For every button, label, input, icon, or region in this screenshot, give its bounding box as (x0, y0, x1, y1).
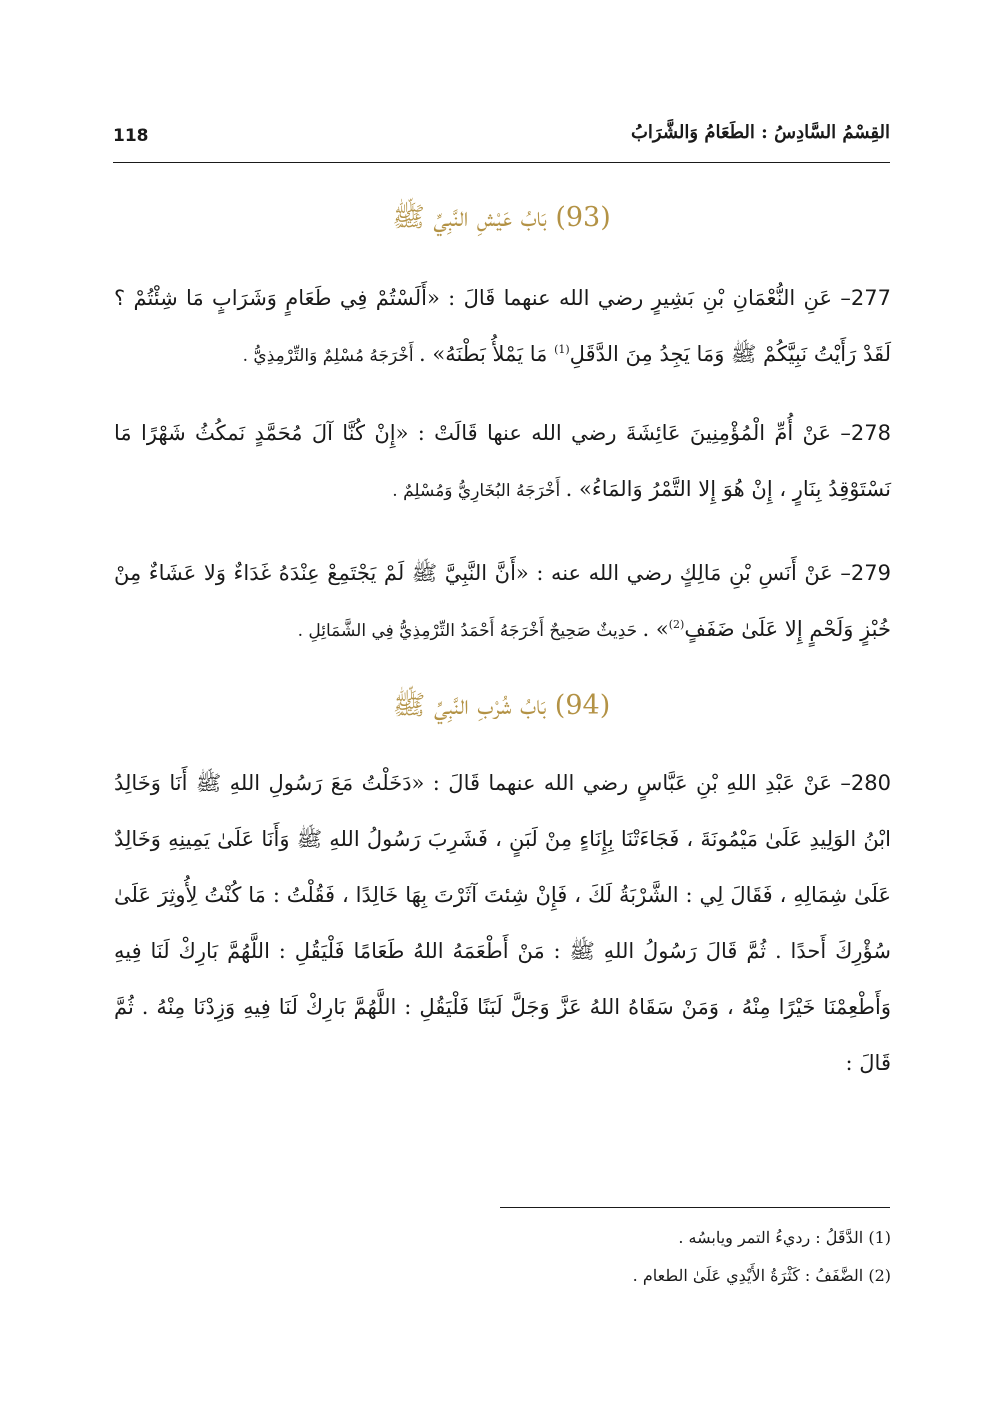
hadith-number: 278 (850, 421, 891, 445)
hadith-text: – عَنِ النُّعْمَانِ بْنِ بَشِيرٍ رضي الله عنهما قَالَ : «أَلَسْتُمْ فِي طَعَامٍ وَشَرَابٍ مَا شِئْتُمْ ؟ لَقَدْ رَأَيْتُ نَبِيَّكُمْ ﷺ وَمَا يَجِدُ مِنَ الدَّقَلِ (114, 286, 891, 366)
hadith-text: – عَنْ أَنَسِ بْنِ مَالِكٍ رضي الله عنه : «أَنَّ النَّبِيَّ ﷺ لَمْ يَجْتَمِعْ عِنْدَهُ غَدَاءٌ وَلا عَشَاءٌ مِنْ خُبْزٍ وَلَحْمٍ إِلا عَلَىٰ ضَفَفٍ (114, 561, 891, 641)
hadith-number: 280 (850, 771, 891, 795)
footnote-ref: (2) (668, 618, 685, 631)
hadith-277 (114, 270, 891, 384)
chapter-title-93: (93) بَابُ عَيْشِ النَّبِيِّ ﷺ (392, 202, 611, 233)
footnote-2: (2) الضَّفَفُ : كَثْرَةُ الأَيْدِي عَلَىٰ الطعام . (632, 1266, 891, 1285)
footnote-ref: (1) (554, 343, 570, 356)
hadith-text-end: » . (642, 617, 669, 641)
hadith-278 (114, 405, 891, 519)
hadith-text-end: مَا يَمْلأُ بَطْنَهُ» . (419, 342, 555, 366)
hadith-source: أَخْرَجَهُ مُسْلِمٌ وَالتِّرْمِذِيُّ . (242, 346, 420, 366)
footnote-rule (500, 1207, 890, 1208)
running-title: القِسْمُ السَّادِسُ : الطَعَامُ وَالشَّرَابُ (630, 122, 890, 143)
page-header (113, 118, 890, 168)
header-rule (113, 162, 890, 163)
footnote-1: (1) الدَّقَلُ : رديءُ التمر ويابسُه . (678, 1228, 891, 1247)
hadith-text: – عَنْ عَبْدِ اللهِ بْنِ عَبَّاسٍ رضي الله عنهما قَالَ : «دَخَلْتُ مَعَ رَسُولِ اللهِ ﷺ أَنَا وَخَالِدُ ابْنُ الوَلِيدِ عَلَىٰ مَيْمُونَةَ ، فَجَاءَتْنَا بِإِنَاءٍ مِنْ لَبَنٍ ، فَشَرِبَ رَسُولُ اللهِ ﷺ وَأَنَا عَلَىٰ يَمِينِهِ وَخَالِدٌ عَلَىٰ شِمَالِهِ ، فَقَالَ لِي : الشَّرْبَةُ لَكَ ، فَإِنْ شِئتَ آثَرْتَ بِهَا خَالِدًا ، فَقُلْتُ : مَا كُنْتُ لِأُوثِرَ عَلَىٰ سُؤْرِكَ أَحدًا . ثُمَّ قَالَ رَسُولُ اللهِ ﷺ : مَنْ أَطْعَمَهُ اللهُ طَعَامًا فَلْيَقُلِ : اللَّهُمَّ بَارِكْ لَنَا فِيهِ وَأَطْعِمْنَا خَيْرًا مِنْهُ ، وَمَنْ سَقَاهُ اللهُ عَزَّ وَجَلَّ لَبَنًا فَلْيَقُلِ : اللَّهُمَّ بَارِكْ لَنَا فِيهِ وَزِدْنَا مِنْهُ . ثُمَّ قَالَ : (114, 771, 891, 1075)
hadith-source: حَدِيثٌ صَحِيحٌ أَخْرَجَهُ أَحْمَدُ التِّرْمِذِيُّ فِي الشَّمَائِلِ . (297, 621, 643, 641)
hadith-text: – عَنْ أُمِّ الْمُؤْمِنِينَ عَائِشَةَ رضي الله عنها قَالَتْ : «إِنْ كُنَّا آلَ مُحَمَّدٍ نَمكُثُ شَهْرًا مَا نَسْتَوْقِدُ بِنَارٍ ، إِنْ هُوَ إِلا التَّمْرُ وَالمَاءُ» . (114, 421, 891, 501)
hadith-source: أَخْرَجَهُ البُخَارِيُّ وَمُسْلِمٌ . (392, 481, 566, 501)
hadith-number: 279 (850, 561, 891, 585)
hadith-279 (114, 545, 891, 659)
chapter-title-94: (94) بَابُ شُرْبِ النَّبِيِّ ﷺ (392, 690, 611, 721)
hadith-number: 277 (850, 286, 891, 310)
page-number: 118 (113, 126, 149, 146)
hadith-280 (114, 755, 891, 1091)
